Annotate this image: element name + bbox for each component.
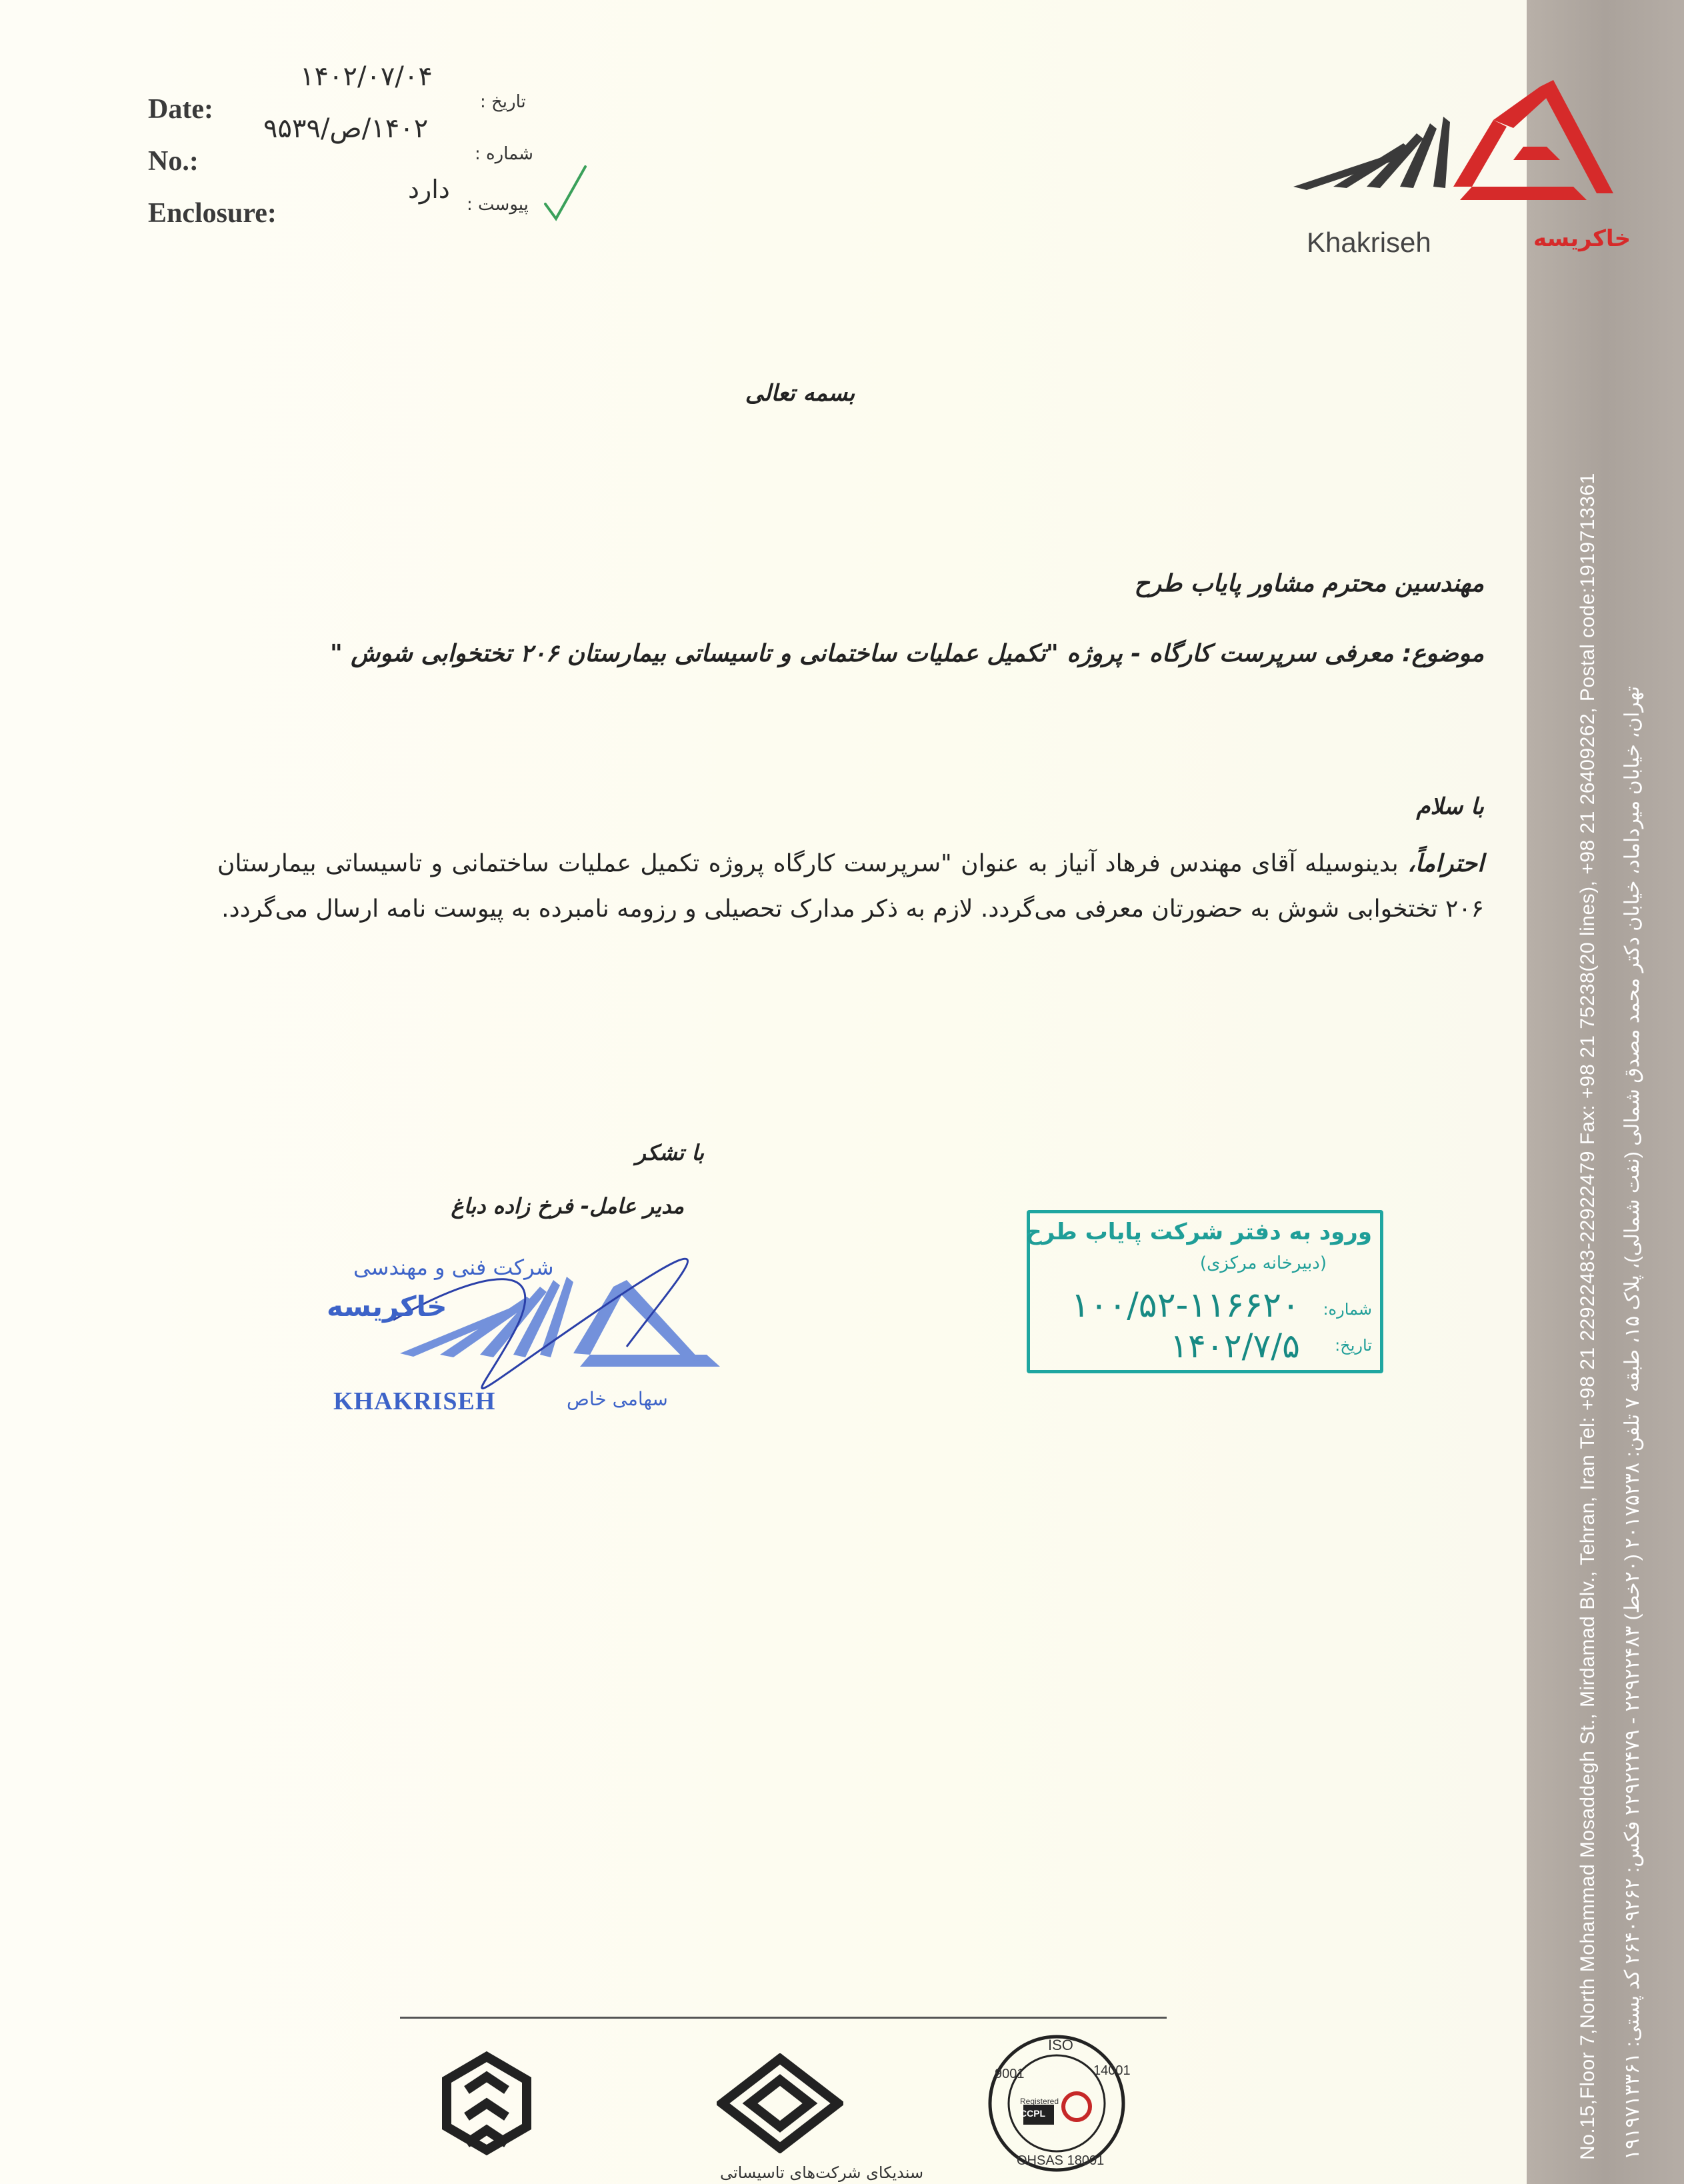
entry-stamp-subtitle: (دبیرخانه مرکزی) <box>1199 1253 1327 1273</box>
logo-name-persian: خاکریسه <box>1533 225 1631 252</box>
registered-label: Registered <box>1020 2097 1059 2106</box>
iso-label: ISO <box>1048 2037 1073 2053</box>
signer: مدیر عامل- فرخ زاده دباغ <box>451 1193 684 1219</box>
syndicate-caption: سندیکای شرکت‌های تاسیساتی <box>720 2163 924 2182</box>
entry-stamp-title: ورود به دفتر شرکت پایاب طرح <box>1025 1219 1372 1245</box>
basmala: بسمه تعالی <box>745 380 855 407</box>
address-side-band <box>1527 0 1684 2184</box>
enclosure-label: Enclosure: <box>148 198 277 229</box>
enclosure-label-fa: پیوست : <box>467 195 529 215</box>
logo-name-english: Khakriseh <box>1307 227 1431 258</box>
syndicate-logo <box>717 2053 843 2153</box>
entry-stamp-number-value: ۱۰۰/۵۲-۱۱۶۶۲۰ <box>1071 1285 1300 1325</box>
closing: با تشکر <box>635 1140 704 1165</box>
entry-stamp-number-label: شماره: <box>1323 1300 1372 1319</box>
subject-line: موضوع: معرفی سرپرست کارگاه - پروژه "تکمیل عملیات ساختمانی و تاسیساتی بیمارستان ۲۰۶ تختخوابی شوش " <box>329 640 1484 667</box>
entry-stamp <box>1027 1210 1383 1373</box>
stamp-company-name: خاکریسه <box>327 1290 447 1323</box>
stamp-company-name-english: KHAKRISEH <box>333 1387 496 1415</box>
body-text: بدینوسیله آقای مهندس فرهاد آنیاز به عنوان "سرپرست کارگاه پروژه تکمیل عملیات ساختمانی و تاسیساتی بیمارستان ۲۰۶ تختخوابی شوش به حضورتان معرفی می‌گردد. لازم به ذکر مدارک تحصیلی و رزومه نامبرده به پیوست نامه ارسال می‌گردد. <box>217 850 1484 923</box>
footer-divider <box>400 2017 1167 2019</box>
entry-stamp-date-label: تاریخ: <box>1335 1336 1372 1355</box>
number-value: ۱۴۰۲/ص/۹۵۳۹ <box>263 113 429 144</box>
recipient: مهندسین محترم مشاور پایاب طرح <box>1134 570 1484 597</box>
stamp-company-type: شرکت فنی و مهندسی <box>353 1255 554 1280</box>
association-logo-left <box>427 2050 547 2170</box>
number-label-fa: شماره : <box>475 144 533 164</box>
date-label-fa: تاریخ : <box>480 92 526 112</box>
address-persian: تهران، خیابان میرداماد، خیابان دکتر محمد مصدق شمالی (نفت شمالی)، پلاک ۱۵، طبقه ۷ تلفن: ۲۰۱۷۵۲۳۸ (۲۰خط) ۲۲۹۲۲۴۸۳ - ۲۲۹۲۲۴۷۹ فکس: ۲۶۴۰۹۲۶۲ کد پستی: ۱۹۱۹۷۱۳۳۶۱ <box>1621 685 1643 2160</box>
date-value: ۱۴۰۲/۰۷/۰۴ <box>300 61 433 92</box>
iso-14001-label: 14001 <box>1093 2063 1131 2078</box>
ohsas-label: OHSAS 18001 <box>1017 2153 1105 2168</box>
address-english: No.15,Floor 7,North Mohammad Mosaddegh St., Mirdamad Blv., Tehran, Iran Tel: +98 21 22922483-22922479 Fax: +98 21 75238(20 lines), +98 21 26409262, Postal code:1919713361 <box>1577 473 1599 2160</box>
body-lead: احتراماً، <box>1407 850 1484 877</box>
stamp-share-type: سهامی خاص <box>567 1388 668 1410</box>
date-label: Date: <box>148 94 213 125</box>
greeting: با سلام <box>1416 793 1484 820</box>
checkmark-icon <box>541 163 588 223</box>
entry-stamp-date-value: ۱۴۰۲/۷/۵ <box>1170 1327 1300 1365</box>
number-label: No.: <box>148 146 199 177</box>
letter-body <box>217 841 1484 932</box>
iso-9001-label: 9001 <box>995 2067 1025 2081</box>
enclosure-value: دارد <box>408 175 450 204</box>
ccpl-label: CCPL <box>1020 2108 1046 2119</box>
